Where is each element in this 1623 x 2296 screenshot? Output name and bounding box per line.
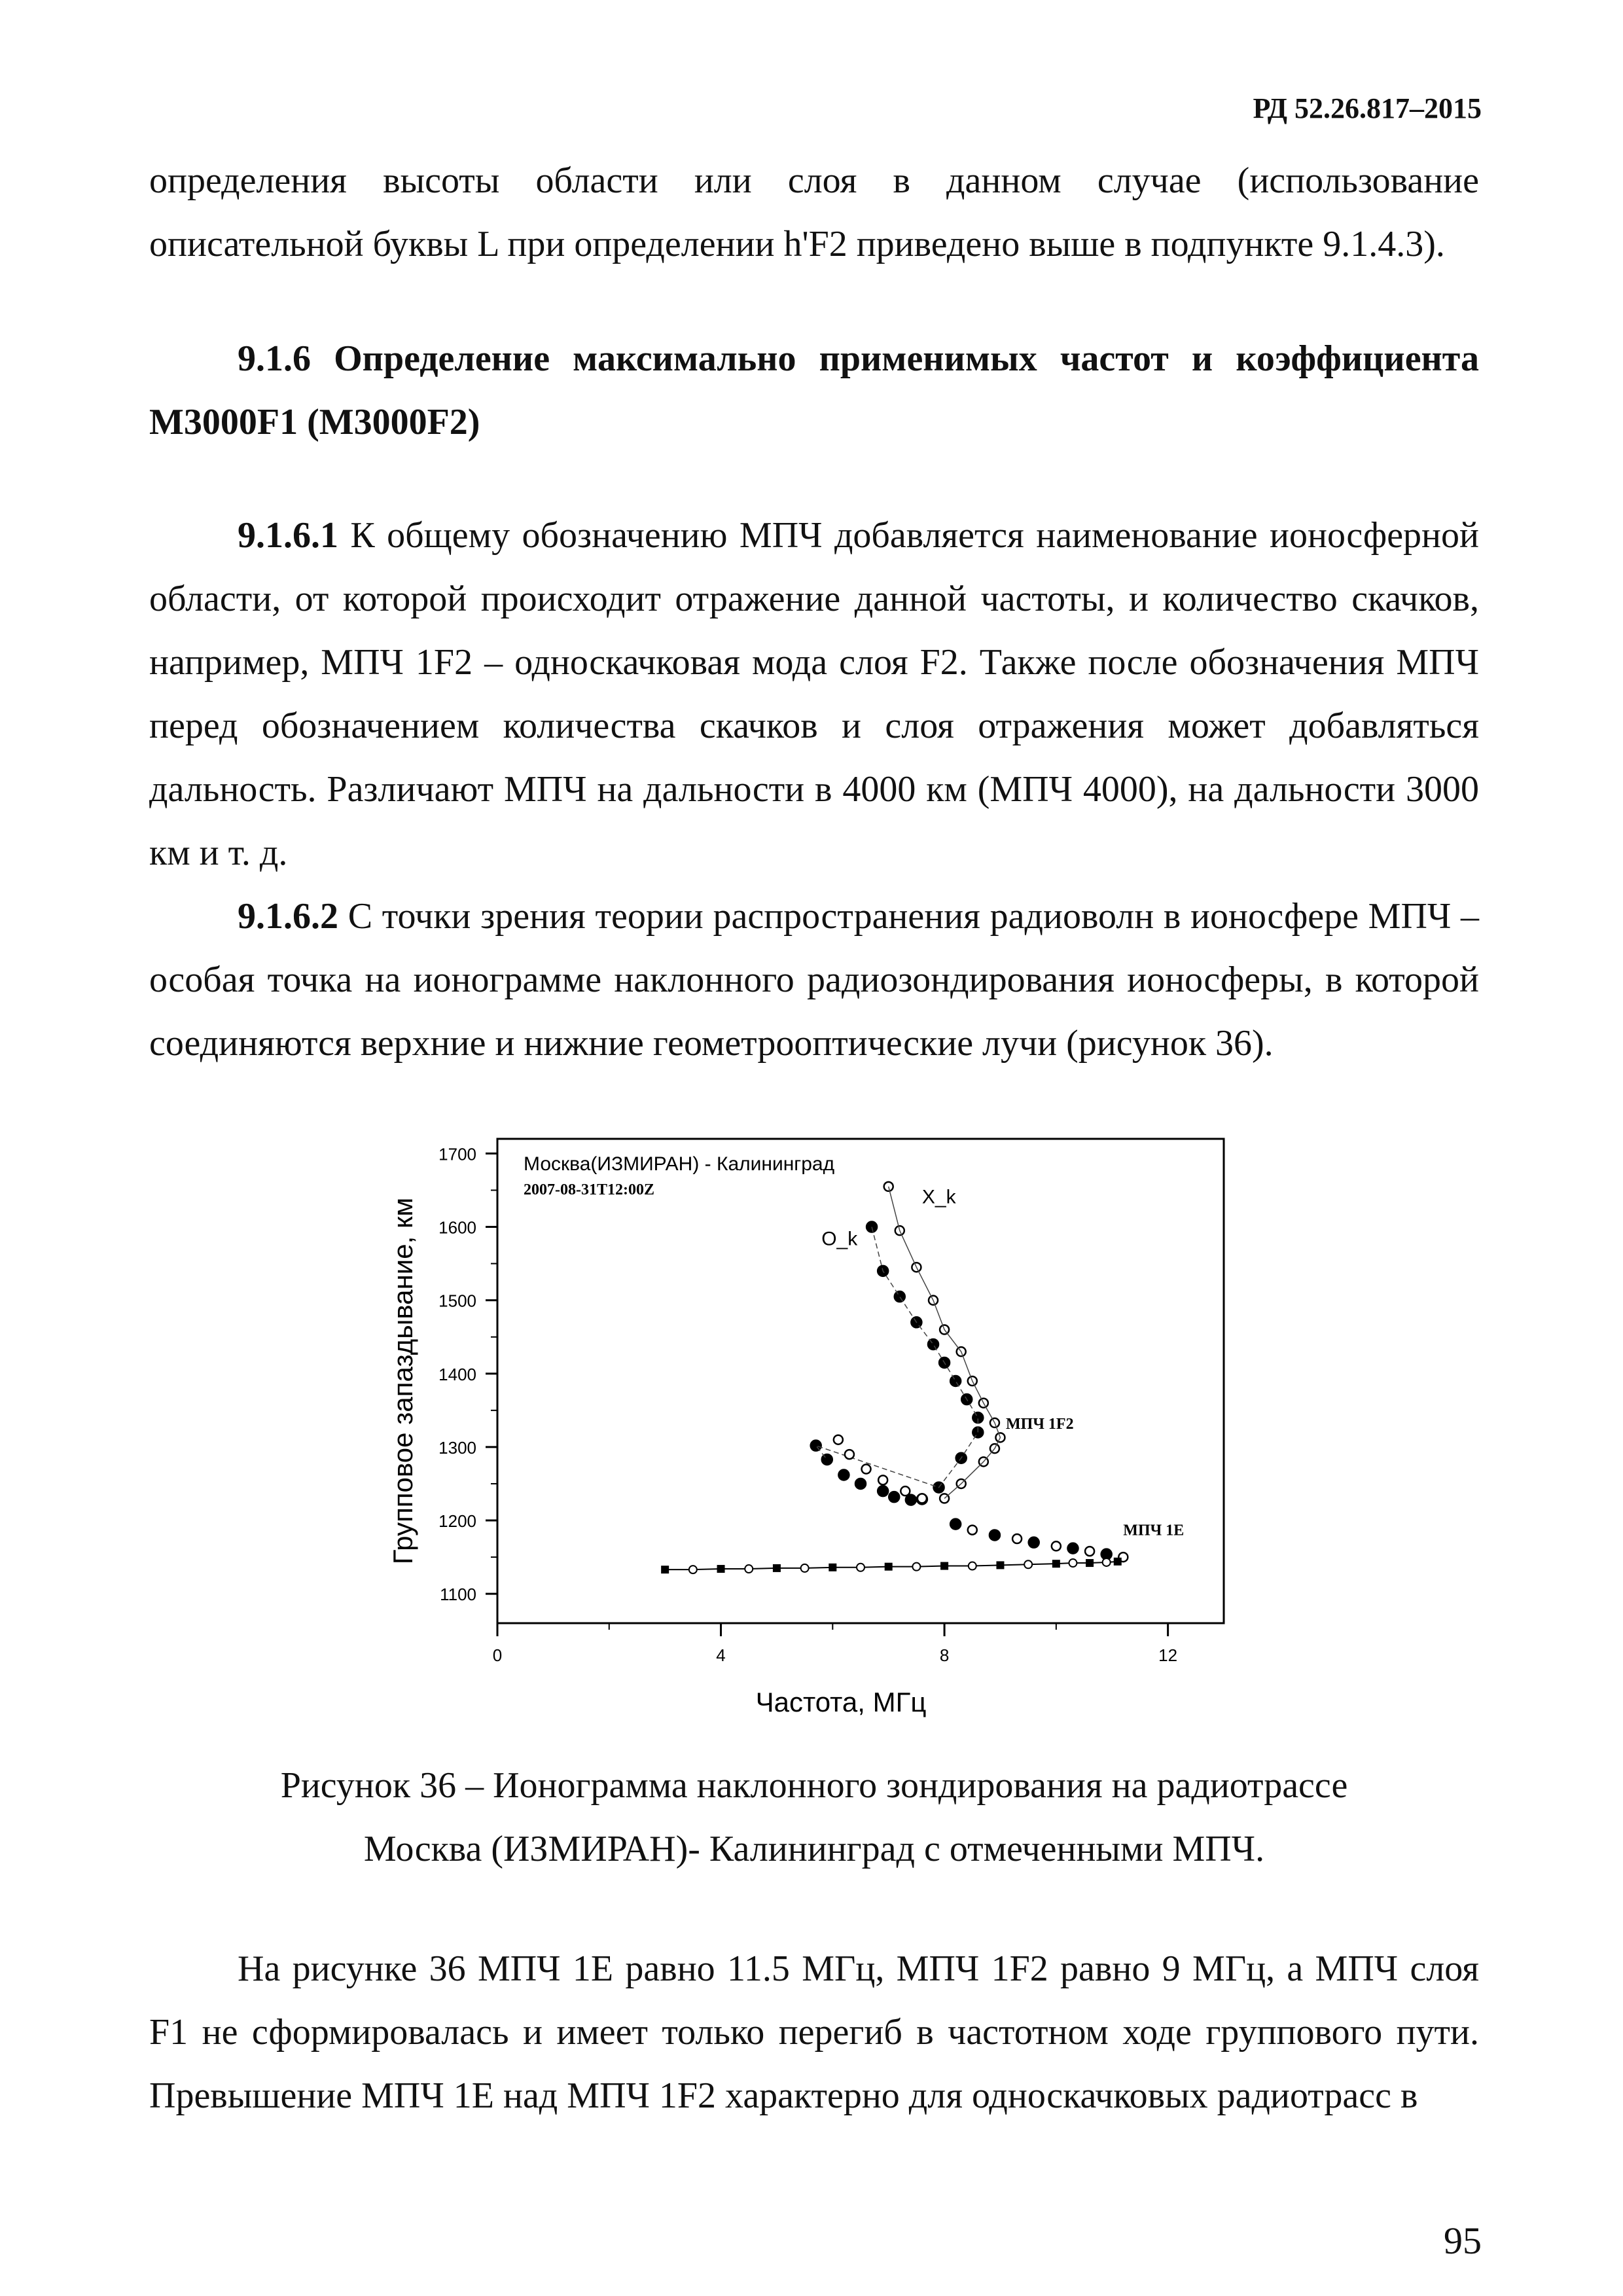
data-point bbox=[838, 1470, 849, 1480]
data-point bbox=[862, 1465, 871, 1474]
data-point bbox=[717, 1565, 725, 1573]
y-tick-label: 1700 bbox=[438, 1144, 476, 1164]
data-point bbox=[901, 1486, 910, 1496]
x-tick-label: 12 bbox=[1158, 1645, 1178, 1665]
data-point bbox=[1012, 1534, 1022, 1543]
data-point bbox=[866, 1222, 877, 1232]
data-point bbox=[1029, 1537, 1039, 1548]
data-point bbox=[878, 1475, 887, 1484]
chart-subtitle: 2007-08-31T12:00Z bbox=[524, 1181, 654, 1198]
plot-frame bbox=[497, 1139, 1224, 1623]
figure-caption-line2: Москва (ИЗМИРАН)- Калининград с отмеченными МПЧ. bbox=[363, 1829, 1265, 1869]
data-point bbox=[895, 1291, 905, 1302]
section-heading-line2: M3000F1 (M3000F2) bbox=[149, 402, 480, 442]
y-axis-label: Групповое запаздывание, км bbox=[387, 1197, 418, 1565]
paragraph-number: 9.1.6.2 bbox=[238, 896, 338, 937]
paragraph-9-1-6-2: 9.1.6.2 С точки зрения теории распространения радиоволн в ионосфере МПЧ – особая точка на ионограмме наклонного радиозондирования ионосферы, в которой соединяются верхние и нижние геометрооптические лучи (рисунок 36). bbox=[149, 896, 1479, 1064]
section-heading-line1: 9.1.6 Определение максимально применимых частот и коэффициента bbox=[238, 338, 1479, 379]
data-point bbox=[950, 1376, 961, 1386]
page-number: 95 bbox=[1444, 2219, 1482, 2262]
ionogram-chart bbox=[366, 1106, 1257, 1767]
paragraph-conclusion: На рисунке 36 МПЧ 1Е равно 11.5 МГц, МПЧ 1F2 равно 9 МГц, а МПЧ слоя F1 не сформировалась и имеет только перегиб в частотном ходе группового пути. Превышение МПЧ 1Е над МПЧ 1F2 характерно для односкачковых радиотрасс в bbox=[149, 1948, 1479, 2116]
figure-caption-line1: Рисунок 36 – Ионограмма наклонного зондирования на радиотрассе bbox=[280, 1765, 1348, 1806]
data-point bbox=[773, 1564, 781, 1572]
figure-caption bbox=[149, 1754, 1479, 1881]
x-axis-label: Частота, МГц bbox=[755, 1687, 927, 1717]
data-point bbox=[829, 1564, 836, 1571]
data-point bbox=[1052, 1560, 1060, 1568]
data-point bbox=[1052, 1541, 1061, 1551]
data-point bbox=[857, 1564, 865, 1571]
paragraph-1: определения высоты области или слоя в данном случае (использование описательной буквы L при определении h'F2 приведено выше в подпункте 9.1.4.3). bbox=[149, 160, 1479, 264]
data-point bbox=[969, 1562, 976, 1570]
series-trace bbox=[889, 1187, 1001, 1499]
y-tick-label: 1300 bbox=[438, 1437, 476, 1458]
data-point bbox=[1086, 1559, 1094, 1567]
data-point bbox=[1024, 1560, 1032, 1568]
y-tick-label: 1500 bbox=[438, 1291, 476, 1311]
x-tick-label: 4 bbox=[716, 1645, 726, 1665]
y-tick-label: 1200 bbox=[438, 1511, 476, 1532]
data-point bbox=[906, 1495, 916, 1505]
data-point bbox=[990, 1530, 1000, 1540]
data-point bbox=[968, 1526, 977, 1535]
data-point bbox=[885, 1563, 893, 1571]
data-point bbox=[928, 1339, 938, 1350]
data-point bbox=[996, 1561, 1004, 1569]
document-id: РД 52.26.817–2015 bbox=[1253, 92, 1482, 124]
data-point bbox=[689, 1566, 697, 1573]
paragraph-number: 9.1.6.1 bbox=[238, 515, 338, 556]
chart-title: Москва(ИЗМИРАН) - Калининград bbox=[524, 1153, 835, 1175]
chart-annotation: МПЧ 1E bbox=[1123, 1522, 1185, 1539]
data-point bbox=[661, 1566, 669, 1573]
data-point bbox=[834, 1435, 843, 1444]
data-point bbox=[1085, 1547, 1094, 1556]
data-point bbox=[811, 1441, 821, 1451]
chart-annotation: X_k bbox=[921, 1186, 956, 1208]
data-point bbox=[912, 1563, 920, 1571]
data-point bbox=[918, 1494, 927, 1503]
data-point bbox=[878, 1486, 888, 1496]
x-tick-label: 0 bbox=[492, 1645, 503, 1665]
section-heading bbox=[149, 327, 1479, 454]
data-point bbox=[822, 1454, 832, 1465]
data-point bbox=[950, 1519, 961, 1530]
data-point bbox=[1114, 1558, 1122, 1566]
y-tick-label: 1600 bbox=[438, 1217, 476, 1238]
data-point bbox=[1067, 1543, 1078, 1554]
data-point bbox=[1069, 1559, 1077, 1567]
data-point bbox=[745, 1565, 753, 1573]
data-point bbox=[801, 1564, 809, 1572]
paragraph-9-1-6-1: 9.1.6.1 К общему обозначению МПЧ добавляется наименование ионосферной области, от которой происходит отражение данной частоты, и количество скачков, например, МПЧ 1F2 – односкачковая мода слоя F2. Также после обозначения МПЧ перед обозначением количества скачков и слоя отражения может добавляться дальность. Различают МПЧ на дальности в 4000 км (МПЧ 4000), на дальности 3000 км и т. д. bbox=[149, 515, 1479, 873]
data-point bbox=[940, 1562, 948, 1570]
data-point bbox=[855, 1479, 866, 1489]
chart-annotation: O_k bbox=[821, 1228, 858, 1250]
data-point bbox=[1103, 1558, 1111, 1566]
chart-annotation: МПЧ 1F2 bbox=[1006, 1415, 1074, 1433]
y-tick-label: 1100 bbox=[440, 1585, 476, 1605]
x-tick-label: 8 bbox=[939, 1645, 950, 1665]
data-point bbox=[889, 1492, 899, 1502]
y-tick-label: 1400 bbox=[438, 1364, 476, 1384]
data-point bbox=[845, 1450, 854, 1459]
series-trace bbox=[816, 1227, 978, 1488]
